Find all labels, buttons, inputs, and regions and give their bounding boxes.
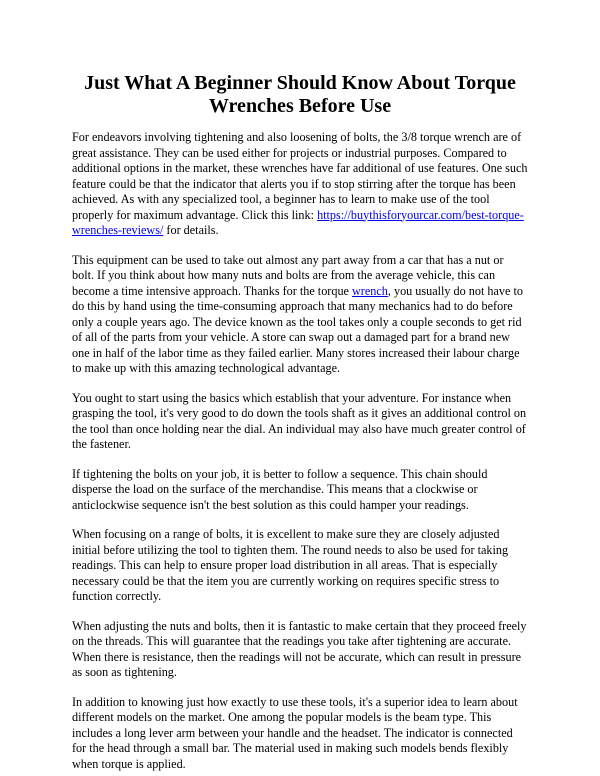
paragraph-6: When adjusting the nuts and bolts, then it is fantastic to make certain that they proceed freely on the threads. This will guarantee that the readings you take after tightening are accurate. When there is resistance, then the readings will not be accurate, which can result in pressure as soon as tightening. <box>72 618 527 679</box>
paragraph-1-text-start: For endeavors involving tightening and also loosening of bolts, the 3/8 torque wrench are of great assistance. They can be used either for projects or industrial purposes. Compared to additional options in the market, these wrenches have far additional of use features. One such feature could be that the indicator that alerts you if to stop stirring after the torque has been achieved. As with any specialized tool, a beginner has to learn to make use of the tool properly for maximum advantage. Click this link: <box>72 130 528 222</box>
paragraph-7: In addition to knowing just how exactly to use these tools, it's a superior idea to learn about different models on the market. One among the popular models is the beam type. This includes a long lever arm between your handle and the headset. The indicator is connected for the head through a small bar. The material used in making such models bends flexibly when torque is applied. <box>72 694 518 771</box>
article-title <box>72 72 528 118</box>
title-line-2: Wrenches Before Use <box>208 95 392 117</box>
paragraph-4: If tightening the bolts on your job, it is better to follow a sequence. This chain should disperse the load on the surface of the merchandise. This means that a clockwise or anticlockwise sequence isn't the best solution as this could hamper your readings. <box>72 466 488 512</box>
paragraph-1-text-end: for details. <box>163 223 219 237</box>
wrench-link[interactable]: wrench <box>352 283 388 298</box>
paragraph-1 <box>72 130 528 239</box>
paragraph-2-text-end: , you usually do not have to do this by hand using the time-consuming approach that many mechanics had to do before only a couple years ago. The device known as the tool takes only a couple seconds to get rid of all of the parts from your vehicle. A store can swap out a damaged part for a brand new one in half of the labor time as they failed earlier. Many stores increased their labour charge to make up with this amazing technological advantage. <box>72 283 523 375</box>
reviews-link[interactable]: https://buythisforyourcar.com/best-torque-wrenches-reviews/ <box>72 207 524 237</box>
paragraph-2 <box>72 253 528 377</box>
paragraph-2-text-start: This equipment can be used to take out almost any part away from a car that has a nut or bolt. If you think about how many nuts and bolts are from the average vehicle, this can become a time intensive approach. Thanks for the torque <box>72 252 504 298</box>
paragraph-5: When focusing on a range of bolts, it is excellent to make sure they are closely adjusted initial before utilizing the tool to tighten them. The round needs to also be used for taking readings. This can help to ensure proper load distribution in all areas. That is especially necessary could be that the item you are currently working on requires specific stress to function correctly. <box>72 527 509 603</box>
title-line-1: Just What A Beginner Should Know About Torque <box>84 72 516 94</box>
paragraph-3: You ought to start using the basics which establish that your adventure. For instance when grasping the tool, it's very good to do down the tools shaft as it gives an additional control on the tool than once holding near the dial. An individual may also have much greater control of the fastener. <box>72 390 527 451</box>
